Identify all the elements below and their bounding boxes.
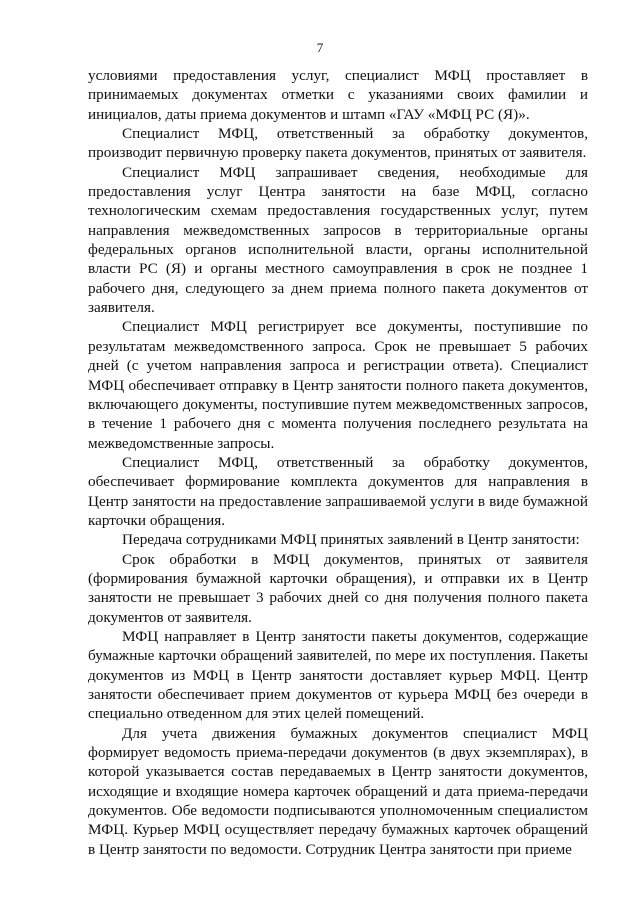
paragraph-2: Специалист МФЦ, ответственный за обработку документов, производит первичную проверку пакета документов, принятых от заявителя.	[88, 125, 588, 162]
paragraph-1: условиями предоставления услуг, специалист МФЦ проставляет в принимаемых документах отметки с указаниями своих фамилии и инициалов, даты приема документов и штамп «ГАУ «МФЦ РС (Я)».	[88, 67, 588, 123]
paragraph-9: Для учета движения бумажных документов специалист МФЦ формирует ведомость приема-передачи документов (в двух экземплярах), в которой указывается состав передаваемых в Центр занятости документов, исходящие и входящие номера карточек обращений и дата приема-передачи документов. Обе ведомости подписываются уполномоченным специалистом МФЦ. Курьер МФЦ осуществляет передачу бумажных карточек обращений в Центр занятости по ведомости. Сотрудник Центра занятости при приеме	[88, 724, 588, 858]
paragraph-5: Специалист МФЦ, ответственный за обработку документов, обеспечивает формирование комплекта документов для направления в Центр занятости на предоставление запрашиваемой услуги в виде бумажной карточки обращения.	[88, 453, 588, 529]
document-body	[88, 66, 588, 859]
paragraph-6: Передача сотрудниками МФЦ принятых заявлений в Центр занятости:	[122, 531, 580, 549]
paragraph-3: Специалист МФЦ запрашивает сведения, необходимые для предоставления услуг Центра занятости на базе МФЦ, согласно технологическим схемам предоставления государственных услуг, путем направления межведомственных запросов в территориальные органы федеральных органов исполнительной власти, органы исполнительной власти РС (Я) и органы местного самоуправления в срок не позднее 1 рабочего дня, следующего за днем приема полного пакета документов от заявителя.	[88, 163, 588, 317]
paragraph-8: МФЦ направляет в Центр занятости пакеты документов, содержащие бумажные карточки обращений заявителей, по мере их поступления. Пакеты документов из МФЦ в Центр занятости доставляет курьер МФЦ. Центр занятости обеспечивает прием документов от курьера МФЦ без очереди в специально отведенном для этих целей помещений.	[88, 627, 588, 723]
page-number: 7	[316, 40, 324, 55]
paragraph-4: Специалист МФЦ регистрирует все документы, поступившие по результатам межведомственного запроса. Срок не превышает 5 рабочих дней (с учетом направления запроса и регистрации ответа). Специалист МФЦ обеспечивает отправку в Центр занятости полного пакета документов, включающего документы, поступившие путем межведомственных запросов, в течение 1 рабочего дня с момента получения последнего результата на межведомственные запросы.	[88, 318, 588, 452]
paragraph-7: Срок обработки в МФЦ документов, принятых от заявителя (формирования бумажной карточки обращения), и отправки их в Центр занятости не превышает 3 рабочих дней со дня получения полного пакета документов от заявителя.	[88, 550, 588, 626]
